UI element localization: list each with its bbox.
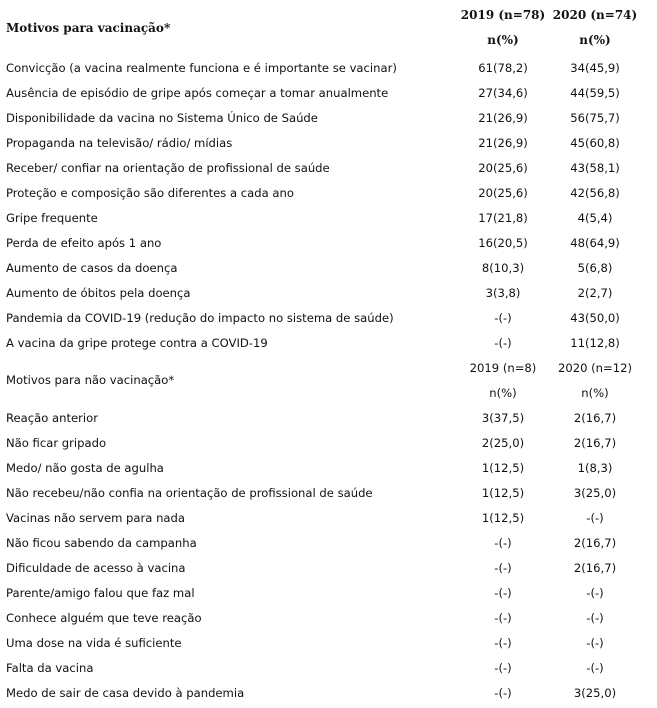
value-2019: 2(25,0)	[481, 435, 525, 450]
value-2020: -(-)	[586, 660, 604, 675]
table-row	[0, 580, 657, 605]
value-2019: 21(26,9)	[478, 110, 528, 125]
value-2019: -(-)	[494, 610, 512, 625]
value-2020: 42(56,8)	[570, 185, 620, 200]
table-row	[0, 630, 657, 655]
non-vaccination-header	[0, 355, 657, 405]
value-2019: -(-)	[494, 535, 512, 550]
value-2019: 3(37,5)	[481, 410, 525, 425]
table-row	[0, 55, 657, 80]
value-2020: 48(64,9)	[570, 235, 620, 250]
value-2019: 20(25,6)	[478, 185, 528, 200]
row-label: Ausência de episódio de gripe após começar a tomar anualmente	[6, 85, 389, 100]
row-label: Dificuldade de acesso à vacina	[6, 560, 186, 575]
value-2019: -(-)	[494, 310, 512, 325]
row-label: Propaganda na televisão/ rádio/ mídias	[6, 135, 233, 150]
section-title: Motivos para não vacinação*	[6, 373, 175, 387]
vaccination-header	[0, 0, 657, 55]
table-row	[0, 655, 657, 680]
row-label: Pandemia da COVID-19 (redução do impacto no sistema de saúde)	[6, 310, 394, 325]
unit-2020: n(%)	[579, 33, 611, 47]
table-row	[0, 455, 657, 480]
value-2020: 2(16,7)	[573, 535, 617, 550]
table-row	[0, 205, 657, 230]
row-label: Uma dose na vida é suficiente	[6, 635, 182, 650]
value-2020: 43(50,0)	[570, 310, 620, 325]
table-row	[0, 330, 657, 355]
column-header-2019: 2019 (n=8)	[469, 360, 537, 375]
value-2020: -(-)	[586, 585, 604, 600]
value-2019: -(-)	[494, 685, 512, 700]
value-2019: 21(26,9)	[478, 135, 528, 150]
unit-2020: n(%)	[581, 385, 609, 400]
value-2020: -(-)	[586, 610, 604, 625]
value-2019: -(-)	[494, 560, 512, 575]
row-label: Gripe frequente	[6, 210, 98, 225]
value-2020: 3(25,0)	[573, 685, 617, 700]
table-row	[0, 430, 657, 455]
value-2019: 1(12,5)	[481, 460, 525, 475]
row-label: Parente/amigo falou que faz mal	[6, 585, 195, 600]
table-row	[0, 180, 657, 205]
value-2020: 11(12,8)	[570, 335, 620, 350]
unit-2019: n(%)	[487, 33, 519, 47]
value-2020: 5(6,8)	[577, 260, 613, 275]
value-2019: -(-)	[494, 635, 512, 650]
value-2020: 2(16,7)	[573, 410, 617, 425]
column-header-2019: 2019 (n=78)	[460, 8, 546, 22]
value-2019: 17(21,8)	[478, 210, 528, 225]
value-2020: 2(16,7)	[573, 435, 617, 450]
row-label: Proteção e composição são diferentes a cada ano	[6, 185, 294, 200]
row-label: Medo de sair de casa devido à pandemia	[6, 685, 245, 700]
row-label: Não ficou sabendo da campanha	[6, 535, 197, 550]
row-label: Aumento de óbitos pela doença	[6, 285, 191, 300]
value-2020: 43(58,1)	[570, 160, 620, 175]
row-label: Não ficar gripado	[6, 435, 107, 450]
table-row	[0, 155, 657, 180]
table-row	[0, 230, 657, 255]
value-2020: 45(60,8)	[570, 135, 620, 150]
unit-2019: n(%)	[489, 385, 517, 400]
value-2020: 1(8,3)	[577, 460, 613, 475]
row-label: Receber/ confiar na orientação de profissional de saúde	[6, 160, 330, 175]
table-row	[0, 555, 657, 580]
table-row	[0, 80, 657, 105]
section-title: Motivos para vacinação*	[6, 20, 171, 35]
value-2019: -(-)	[494, 585, 512, 600]
table-row	[0, 480, 657, 505]
value-2019: 8(10,3)	[481, 260, 525, 275]
row-label: Perda de efeito após 1 ano	[6, 235, 162, 250]
row-label: Conhece alguém que teve reação	[6, 610, 202, 625]
row-label: Falta da vacina	[6, 660, 94, 675]
value-2020: 2(16,7)	[573, 560, 617, 575]
table-row	[0, 405, 657, 430]
table-row	[0, 130, 657, 155]
value-2019: -(-)	[494, 660, 512, 675]
value-2020: 56(75,7)	[570, 110, 620, 125]
value-2019: 3(3,8)	[485, 285, 521, 300]
table-row	[0, 530, 657, 555]
value-2020: -(-)	[586, 510, 604, 525]
row-label: Medo/ não gosta de agulha	[6, 460, 164, 475]
table-row	[0, 305, 657, 330]
table-row	[0, 105, 657, 130]
value-2020: -(-)	[586, 635, 604, 650]
row-label: A vacina da gripe protege contra a COVID-19	[6, 335, 268, 350]
table-row	[0, 680, 657, 705]
column-header-2020: 2020 (n=74)	[552, 8, 638, 22]
row-label: Não recebeu/não confia na orientação de profissional de saúde	[6, 485, 373, 500]
row-label: Convicção (a vacina realmente funciona e é importante se vacinar)	[6, 60, 397, 75]
table-row	[0, 280, 657, 305]
value-2020: 3(25,0)	[573, 485, 617, 500]
value-2019: 1(12,5)	[481, 510, 525, 525]
value-2019: 16(20,5)	[478, 235, 528, 250]
value-2019: -(-)	[494, 335, 512, 350]
value-2020: 34(45,9)	[570, 60, 620, 75]
row-label: Aumento de casos da doença	[6, 260, 178, 275]
column-header-2020: 2020 (n=12)	[557, 360, 633, 375]
value-2019: 20(25,6)	[478, 160, 528, 175]
value-2019: 27(34,6)	[478, 85, 528, 100]
value-2020: 44(59,5)	[570, 85, 620, 100]
table-row	[0, 505, 657, 530]
row-label: Disponibilidade da vacina no Sistema Único de Saúde	[6, 110, 318, 125]
value-2020: 2(2,7)	[577, 285, 613, 300]
value-2019: 1(12,5)	[481, 485, 525, 500]
row-label: Vacinas não servem para nada	[6, 510, 185, 525]
row-label: Reação anterior	[6, 410, 99, 425]
table-row	[0, 605, 657, 630]
table-row	[0, 255, 657, 280]
value-2020: 4(5,4)	[577, 210, 613, 225]
value-2019: 61(78,2)	[478, 60, 528, 75]
